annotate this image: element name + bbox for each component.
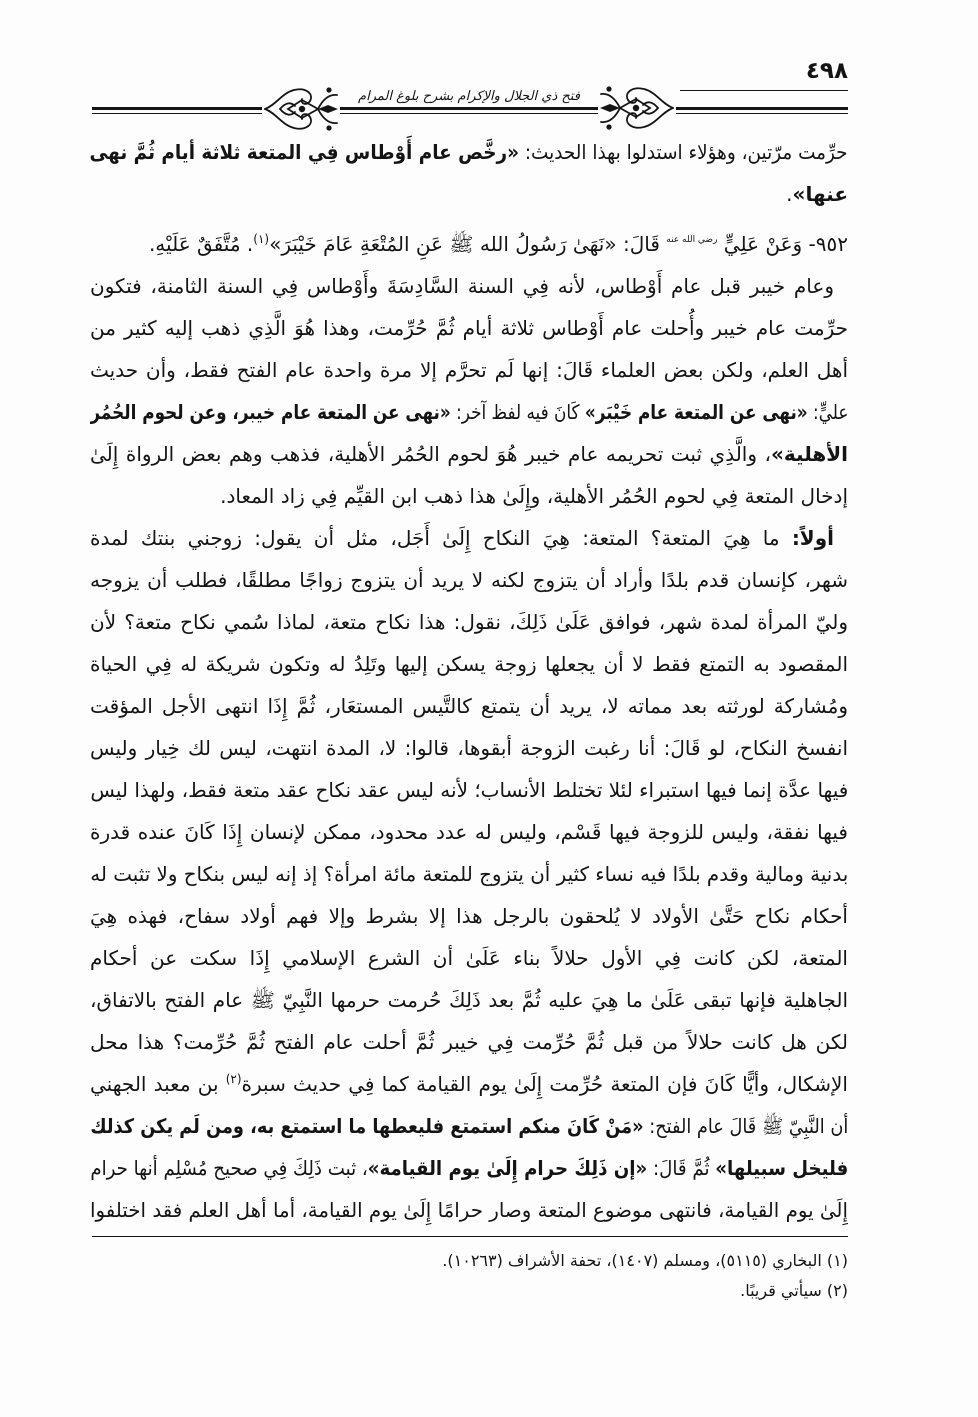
- text-run: شهر، كإنسان قدم بلدًا وأراد أن يتزوج لكنه لا يريد أن يتزوج زواجًا مطلقًا، فطلب أن يزوجه: [90, 568, 848, 592]
- text-line: [90, 265, 848, 307]
- text-run: عليٍّ:: [807, 400, 848, 424]
- text-line: [90, 1063, 848, 1105]
- quote-text: فليخل سبيلها»: [714, 1156, 848, 1180]
- text-line-content: [90, 131, 848, 173]
- quote-text: الأهلية»: [771, 442, 848, 466]
- text-line-content: [90, 643, 848, 685]
- text-line: [90, 173, 848, 215]
- text-run: إدخال المتعة فِي لحوم الحُمُر الأهلية، وإِلَىٰ هذا ذهب ابن القيِّم فِي زاد المعاد.: [220, 484, 848, 508]
- text-line-content: [90, 559, 848, 601]
- quote-text: أولاً:: [791, 526, 834, 550]
- text-line: [90, 131, 848, 173]
- text-run: ، ثبت ذَلِكَ فِي صحيح مُسْلِم أنها حرام: [90, 1156, 368, 1180]
- quote-text: «مَنْ كَانَ منكم استمتع فليعطها ما استمتع به، ومن لَم يكن كذلك: [90, 1114, 644, 1138]
- quote-text: عنها»: [792, 182, 848, 206]
- text-line-content: [90, 853, 848, 895]
- honorific: رضي الله عنه: [666, 235, 718, 245]
- text-line: [90, 685, 848, 727]
- text-line-content: [90, 895, 848, 937]
- text-line-content: [90, 391, 848, 433]
- text-run: إِلَىٰ يوم القيامة، فانتهى موضوع المتعة وصار حرامًا إِلَىٰ يوم القيامة، أما أهل العلم فقد اختلفوا: [90, 1198, 848, 1222]
- text-run: ٩٥٢- وَعَنْ عَلِيٍّ: [717, 232, 848, 256]
- text-run: قَالَ: «نَهَىٰ رَسُولُ الله ﷺ عَنِ المُتْعَةِ عَامَ خَيْبَرَ»: [269, 232, 667, 256]
- text-run: . مُتَّفَقٌ عَلَيْهِ.: [148, 232, 254, 256]
- text-line: [90, 811, 848, 853]
- text-line-content: [90, 937, 848, 979]
- quote-text: «إن ذَلِكَ حرام إِلَىٰ يوم القيامة»: [367, 1156, 647, 1180]
- text-line: [90, 1021, 848, 1063]
- text-run: الجاهلية فإنها تبقى عَلَىٰ ما هِيَ عليه ثُمَّ بعد ذَلِكَ حُرمت حرمها النَّبِيّ ﷺ عام الفتح بالاتفاق،: [90, 988, 848, 1012]
- text-line-content: [90, 307, 848, 349]
- text-run: حرِّمت عام خيبر وأُحلت عام أَوْطاس ثلاثة أيام ثُمَّ حُرِّمت، وهذا هُوَ الَّذِي ذهب إليه كثير من: [90, 316, 848, 340]
- text-line-content: [220, 475, 848, 517]
- text-line-content: [90, 685, 848, 727]
- text-run: المتعة، لكن كانت فِي الأول حلالاً بناء عَلَىٰ أن الشرع الإسلامي إِذَا سكت عن أحكام: [90, 946, 848, 970]
- quote-text: «نهى عن المتعة عام خَيْبَر»: [584, 400, 808, 424]
- text-run: فيها عدَّة إنما فيها استبراء لئلا تختلط الأنساب؛ لأنه ليس عقد نكاح عقد متعة فقط، ولهذا ليس: [90, 778, 848, 802]
- text-run: فيها نفقة، وليس للزوجة فيها قَسْم، وليس له عدد محدود، ممكن لإنسان إِذَا كَانَ عنده قدرة: [90, 820, 848, 844]
- text-line-content: [90, 1021, 848, 1063]
- text-line-content: [90, 433, 848, 475]
- text-line-content: [90, 979, 848, 1021]
- text-run: أن النَّبِيّ ﷺ قَالَ عام الفتح:: [643, 1114, 848, 1138]
- quote-text: «رخَّص عام أَوْطاس فِي المتعة ثلاثة أيام ثُمَّ نهى: [90, 140, 520, 164]
- text-line-content: [90, 265, 834, 307]
- text-line: [90, 601, 848, 643]
- text-run: كَانَ فيه لفظ آخر:: [450, 400, 585, 424]
- text-line-content: [90, 517, 834, 559]
- page-number-rule: [680, 90, 848, 91]
- text-run: ما هِيَ المتعة؟ المتعة: هِيَ النكاح إِلَىٰ أَجَل، مثل أن يقول: زوجني بنتك لمدة: [90, 526, 792, 550]
- text-line-content: [90, 1147, 848, 1189]
- text-line-content: [90, 1105, 848, 1147]
- header-rule-thick: [92, 107, 848, 110]
- text-line: [90, 475, 848, 517]
- text-line: [90, 391, 848, 433]
- text-run: أهل العلم، ولكن بعض العلماء قَالَ: إنها لَم تحرَّم إلا مرة واحدة عام الفتح فقط، وأن حديث: [90, 358, 848, 382]
- text-run: ، والَّذِي ثبت تحريمه عام خيبر هُوَ لحوم الحُمُر الأهلية، فذهب وهم بعض الرواة إِلَىٰ: [90, 442, 771, 466]
- text-line-content: [90, 1189, 848, 1231]
- header-rule-thin: [92, 113, 848, 114]
- body-text: [90, 131, 848, 1231]
- ornament-left-icon: [262, 81, 340, 137]
- text-run: ومُشاركة لورثته بعد مماته لا، يريد أن يتمتع كالتَّيس المستعَار، ثُمَّ إِذَا انتهى الأجل المؤقت: [90, 694, 848, 718]
- text-line: [90, 433, 848, 475]
- text-line: [90, 853, 848, 895]
- footnote: (٢) سيأتي قريبًا.: [740, 1281, 848, 1300]
- text-line: [90, 1189, 848, 1231]
- text-line: [90, 349, 848, 391]
- footnote-ref: (٢): [225, 1072, 242, 1086]
- text-line-content: [90, 1063, 848, 1105]
- text-line: [90, 307, 848, 349]
- text-line-content: [149, 223, 848, 265]
- text-run: الإشكال، وأيًّا كَانَ فإن المتعة حُرِّمت إِلَىٰ يوم القيامة كما فِي حديث سبرة: [241, 1072, 848, 1096]
- text-run: وليّ المرأة لمدة شهر، فوافق عَلَىٰ ذَلِكَ، نقول: هذا نكاح متعة، لماذا سُمي نكاح متعة؟ لأن: [90, 610, 848, 634]
- text-run: وعام خيبر قبل عام أَوْطاس، لأنه فِي السنة السَّادِسَةَ وأَوْطاس فِي السنة الثامنة، فتكون: [90, 274, 834, 298]
- text-line: [90, 727, 848, 769]
- text-run: بن معبد الجهني: [90, 1072, 226, 1096]
- text-run: أحكام نكاح حَتَّىٰ الأولاد لا يُلحقون بالرجل هذا إلا بشرط وإلا فهم أولاد سفاح، فهذه هِيَ: [90, 904, 848, 928]
- footnote-separator: [92, 1236, 848, 1237]
- text-line-content: [90, 349, 848, 391]
- text-run: ثُمَّ قَالَ:: [646, 1156, 715, 1180]
- text-line: [90, 223, 848, 265]
- footnote: (١) البخاري (٥١١٥)، ومسلم (١٤٠٧)، تحفة الأشراف (١٠٢٦٣).: [442, 1251, 848, 1270]
- quote-text: «نهى عن المتعة عام خيبر، وعن لحوم الحُمُر: [90, 400, 451, 424]
- text-run: بدنية ومالية وقدم بلدًا فيه نساء كثير أن يتزوج للمتعة مائة امرأة؟ إذ إنه ليس بنكاح ولا تثبت له: [90, 862, 848, 886]
- footnote-ref: (١): [253, 232, 270, 246]
- text-line: [90, 559, 848, 601]
- text-run: .: [786, 182, 793, 206]
- ornament-right-icon: [598, 80, 676, 136]
- text-line: [90, 769, 848, 811]
- footnotes: [92, 1246, 848, 1306]
- text-line-content: [786, 173, 848, 215]
- text-run: المقصود به التمتع فقط لا أن يجعلها زوجة يسكن إليها وتَلِدُ له وتكون شريكة له فِي الحياة: [90, 652, 848, 676]
- text-line: [90, 1105, 848, 1147]
- text-line: [90, 937, 848, 979]
- page-number: ٤٩٨: [805, 58, 848, 84]
- text-run: انفسخ النكاح، لو قَالَ: أنا رغبت الزوجة أبقوها، قالوا: لا، المدة انتهت، ليس لك خِيار وليس: [90, 736, 848, 760]
- text-line-content: [90, 769, 848, 811]
- text-line: [90, 895, 848, 937]
- text-line: [90, 1147, 848, 1189]
- running-title: فتح ذي الجلال والإكرام بشرح بلوغ المرام: [358, 89, 580, 104]
- text-line: [90, 643, 848, 685]
- text-run: لكن هل كانت حلالاً من قبل ثُمَّ حُرِّمت فِي خيبر ثُمَّ أحلت عام الفتح ثُمَّ حُرِّمت؟ هذا محل: [90, 1030, 848, 1054]
- text-line: [90, 517, 848, 559]
- text-run: حرِّمت مرّتين، وهؤلاء استدلوا بهذا الحديث:: [519, 140, 848, 164]
- text-line: [90, 979, 848, 1021]
- text-line-content: [90, 601, 848, 643]
- text-line-content: [90, 811, 848, 853]
- text-line-content: [90, 727, 848, 769]
